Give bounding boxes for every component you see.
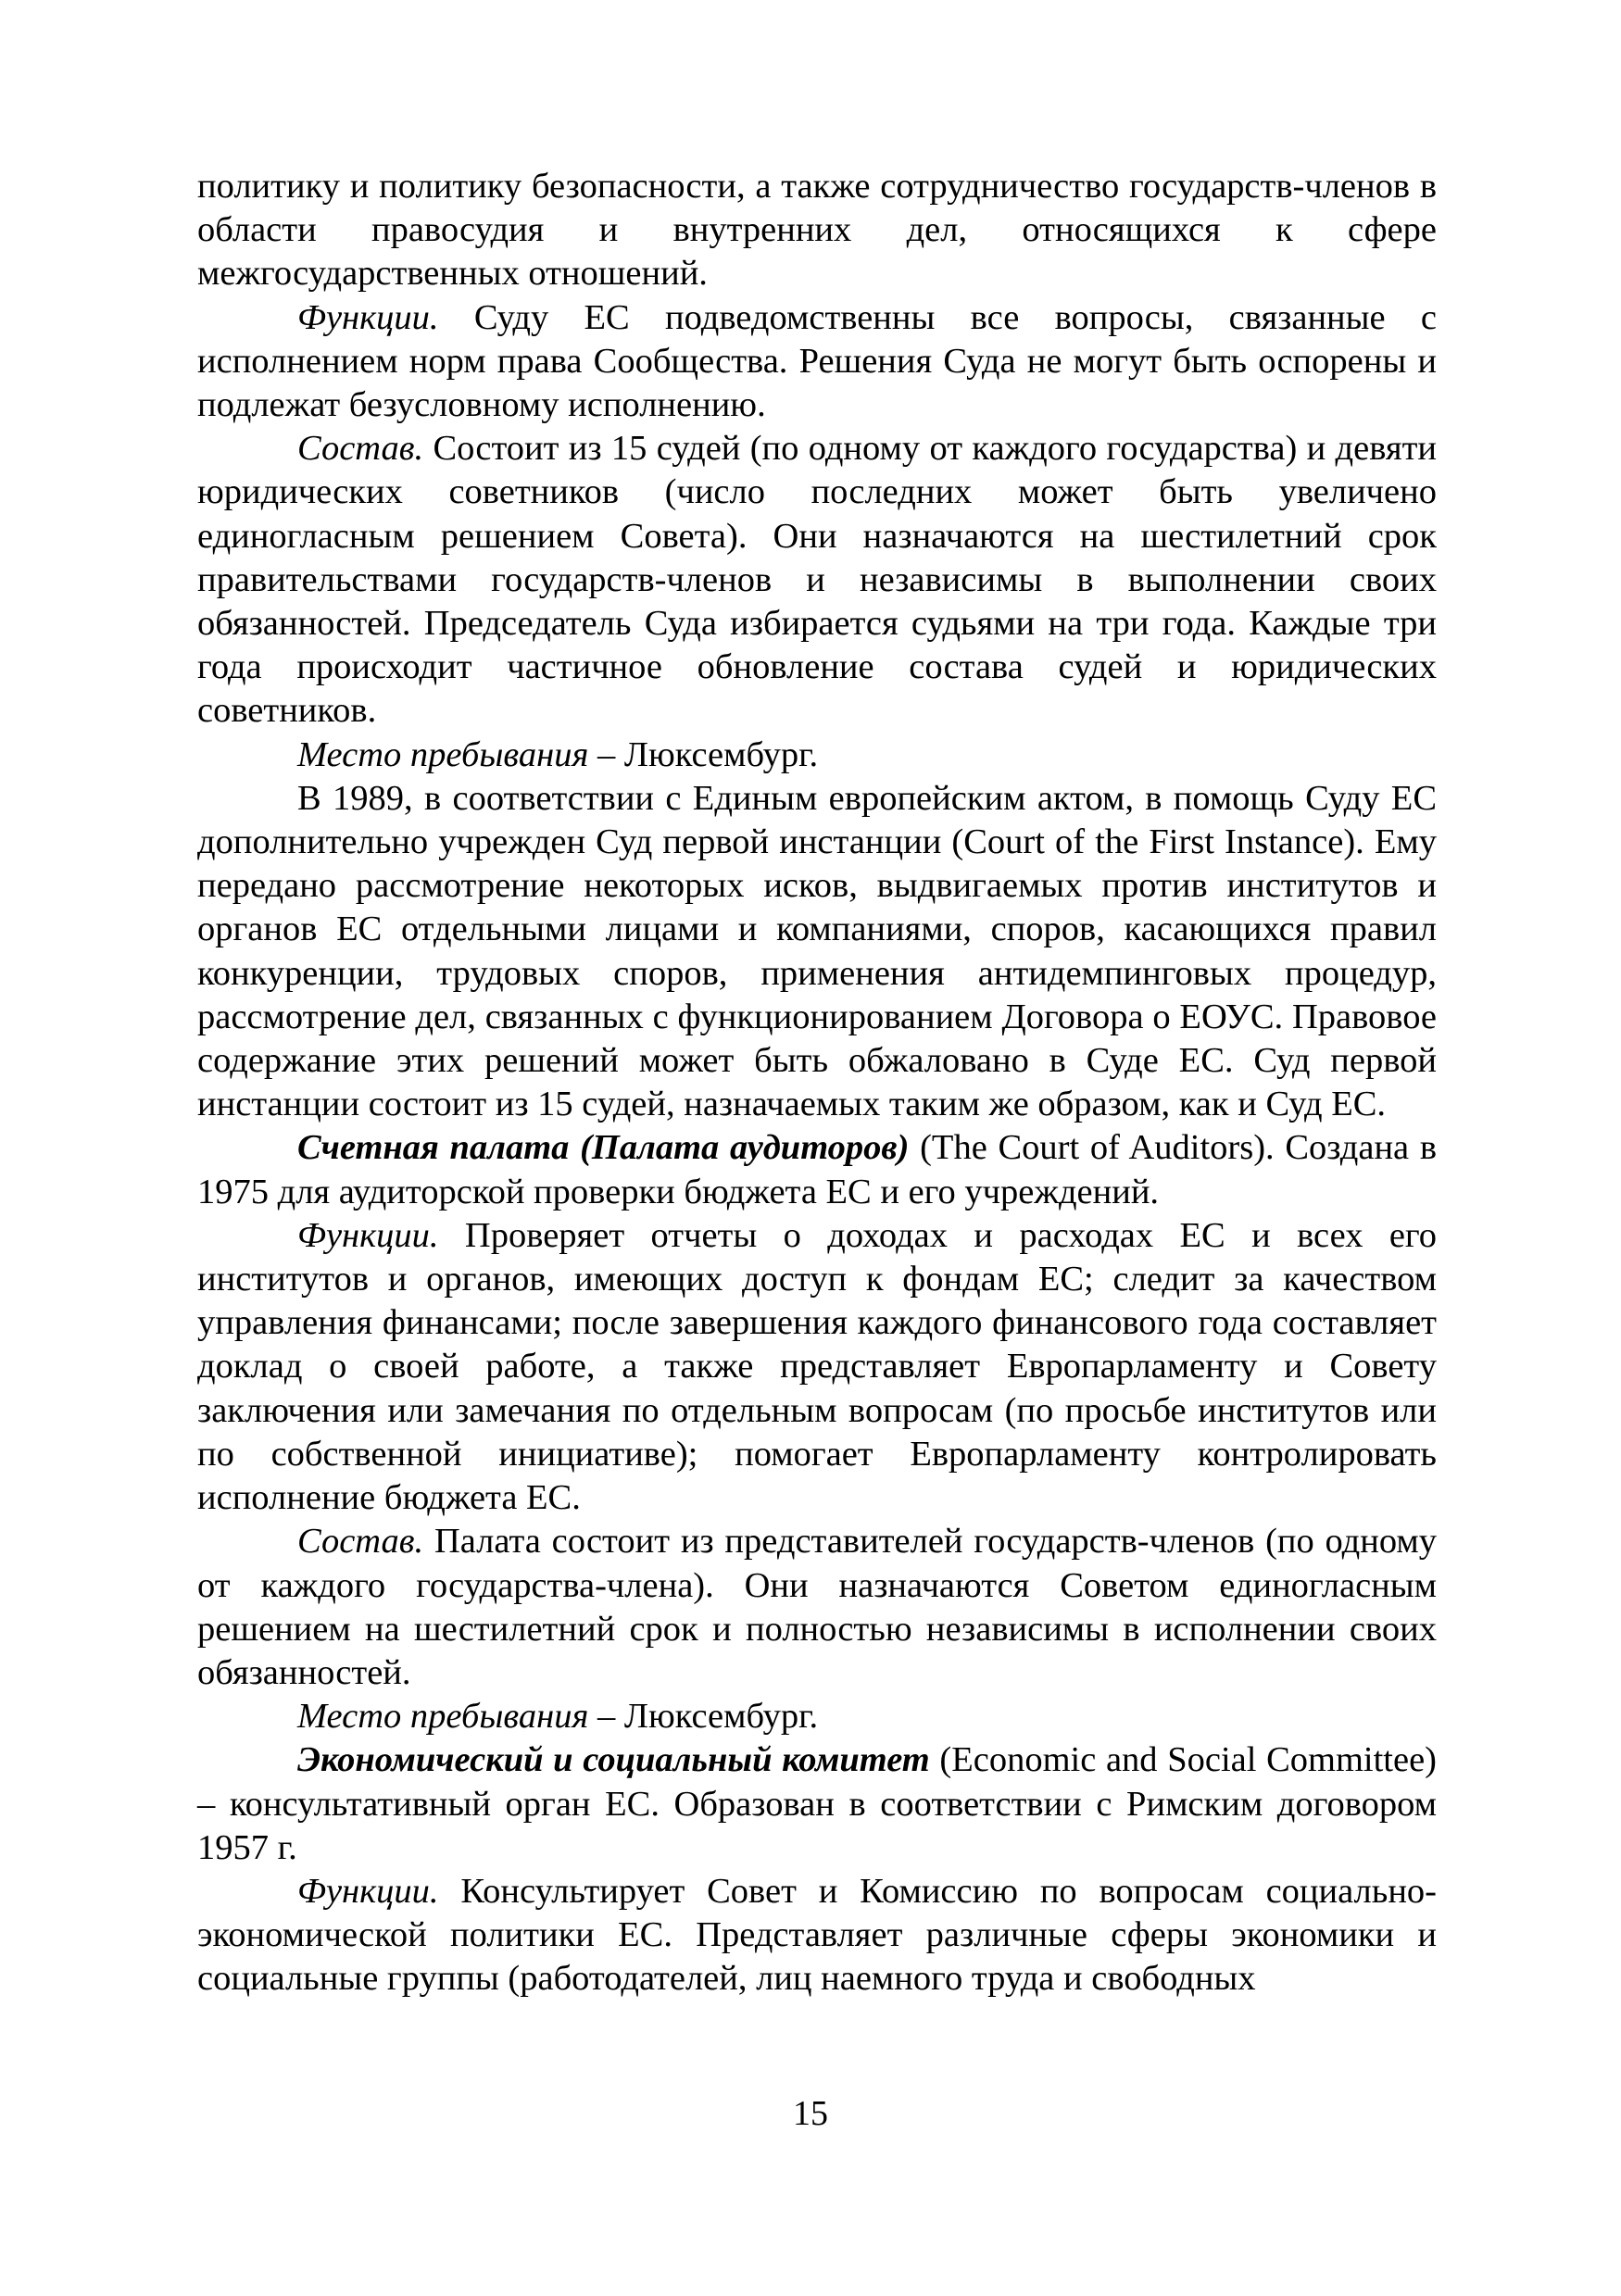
paragraph-text: Консультирует Совет и Комиссию по вопросам социально-экономической политики ЕС. Представляет различные сферы экономики и социальные группы (работодателей, лиц наемного труда и свободных [197,1871,1437,1999]
paragraph-text: Проверяет отчеты о доходах и расходах ЕС и всех его институтов и органов, имеющих доступ к фондам ЕС; следит за качеством управления финансами; после завершения каждого финансового года составляет доклад о своей работе, а также представляет Европарламенту и Совету заключения или замечания по отдельным вопросам (по просьбе институтов или по собственной инициативе); помогает Европарламенту контролировать исполнение бюджета ЕС. [197,1215,1437,1518]
paragraph-text: – Люксембург. [588,734,819,774]
page-number: 15 [793,2094,828,2133]
paragraph-lead: Функции. [297,297,439,337]
paragraph-heading: Экономический и социальный комитет [297,1740,930,1780]
paragraph-auditors-location [197,1695,1437,1738]
paragraph-continuation [197,165,1437,296]
paragraph-economic-social-committee [197,1738,1437,1870]
paragraph-heading: Счетная палата (Палата аудиторов) [297,1128,910,1168]
paragraph-court-location [197,734,1437,777]
paragraph-text: (Economic and Social Committee) – консультативный орган ЕС. Образован в соответствии с Римским договором 1957 г. [197,1740,1437,1867]
paragraph-auditors-composition [197,1520,1437,1695]
paragraph-text: Суду ЕС подведомственны все вопросы, связанные с исполнением норм права Сообщества. Решения Суда не могут быть оспорены и подлежат безусловному исполнению. [197,297,1437,425]
paragraph-court-composition [197,427,1437,733]
paragraph-court-functions [197,296,1437,428]
paragraph-text: Палата состоит из представителей государств-членов (по одному от каждого государства-члена). Они назначаются Советом единогласным решением на шестилетний срок и полностью независимы в исполнении своих обязанностей. [197,1522,1437,1692]
paragraph-committee-functions [197,1870,1437,2001]
paragraph-court-of-auditors [197,1126,1437,1213]
page-body [197,165,1437,2001]
paragraph-text: (The Court of Auditors). Создана в 1975 для аудиторской проверки бюджета ЕС и его учреждений. [197,1128,1437,1211]
paragraph-text: политику и политику безопасности, а также сотрудничество государств-членов в области правосудия и внутренних дел, относящихся к сфере межгосударственных отношений. [197,167,1437,294]
paragraph-lead: Состав. [297,429,424,469]
paragraph-text: – Люксембург. [588,1697,819,1737]
paragraph-lead: Место пребывания [297,734,589,774]
paragraph-lead: Место пребывания [297,1697,589,1737]
paragraph-text: В 1989, в соответствии с Единым европейским актом, в помощь Суду ЕС дополнительно учрежден Суд первой инстанции (Court of the First Instance). Ему передано рассмотрение некоторых исков, выдвигаемых против институтов и органов ЕС отдельными лицами и компаниями, споров, касающихся правил конкуренции, трудовых споров, применения антидемпинговых процедур, рассмотрение дел, связанных с функционированием Договора о ЕОУС. Правовое содержание этих решений может быть обжаловано в Суде ЕС. Суд первой инстанции состоит из 15 судей, назначаемых таким же образом, как и Суд ЕС. [197,778,1437,1124]
paragraph-lead: Функции. [297,1215,439,1255]
paragraph-court-first-instance [197,777,1437,1127]
paragraph-text: Состоит из 15 судей (по одному от каждого государства) и девяти юридических советников (число последних может быть увеличено единогласным решением Совета). Они назначаются на шестилетний срок правительствами государств-членов и независимы в выполнении своих обязанностей. Председатель Суда избирается судьями на три года. Каждые три года происходит частичное обновление состава судей и юридических советников. [197,429,1437,731]
paragraph-lead: Состав. [297,1522,424,1562]
paragraph-lead: Функции. [297,1871,439,1911]
paragraph-auditors-functions [197,1214,1437,1520]
